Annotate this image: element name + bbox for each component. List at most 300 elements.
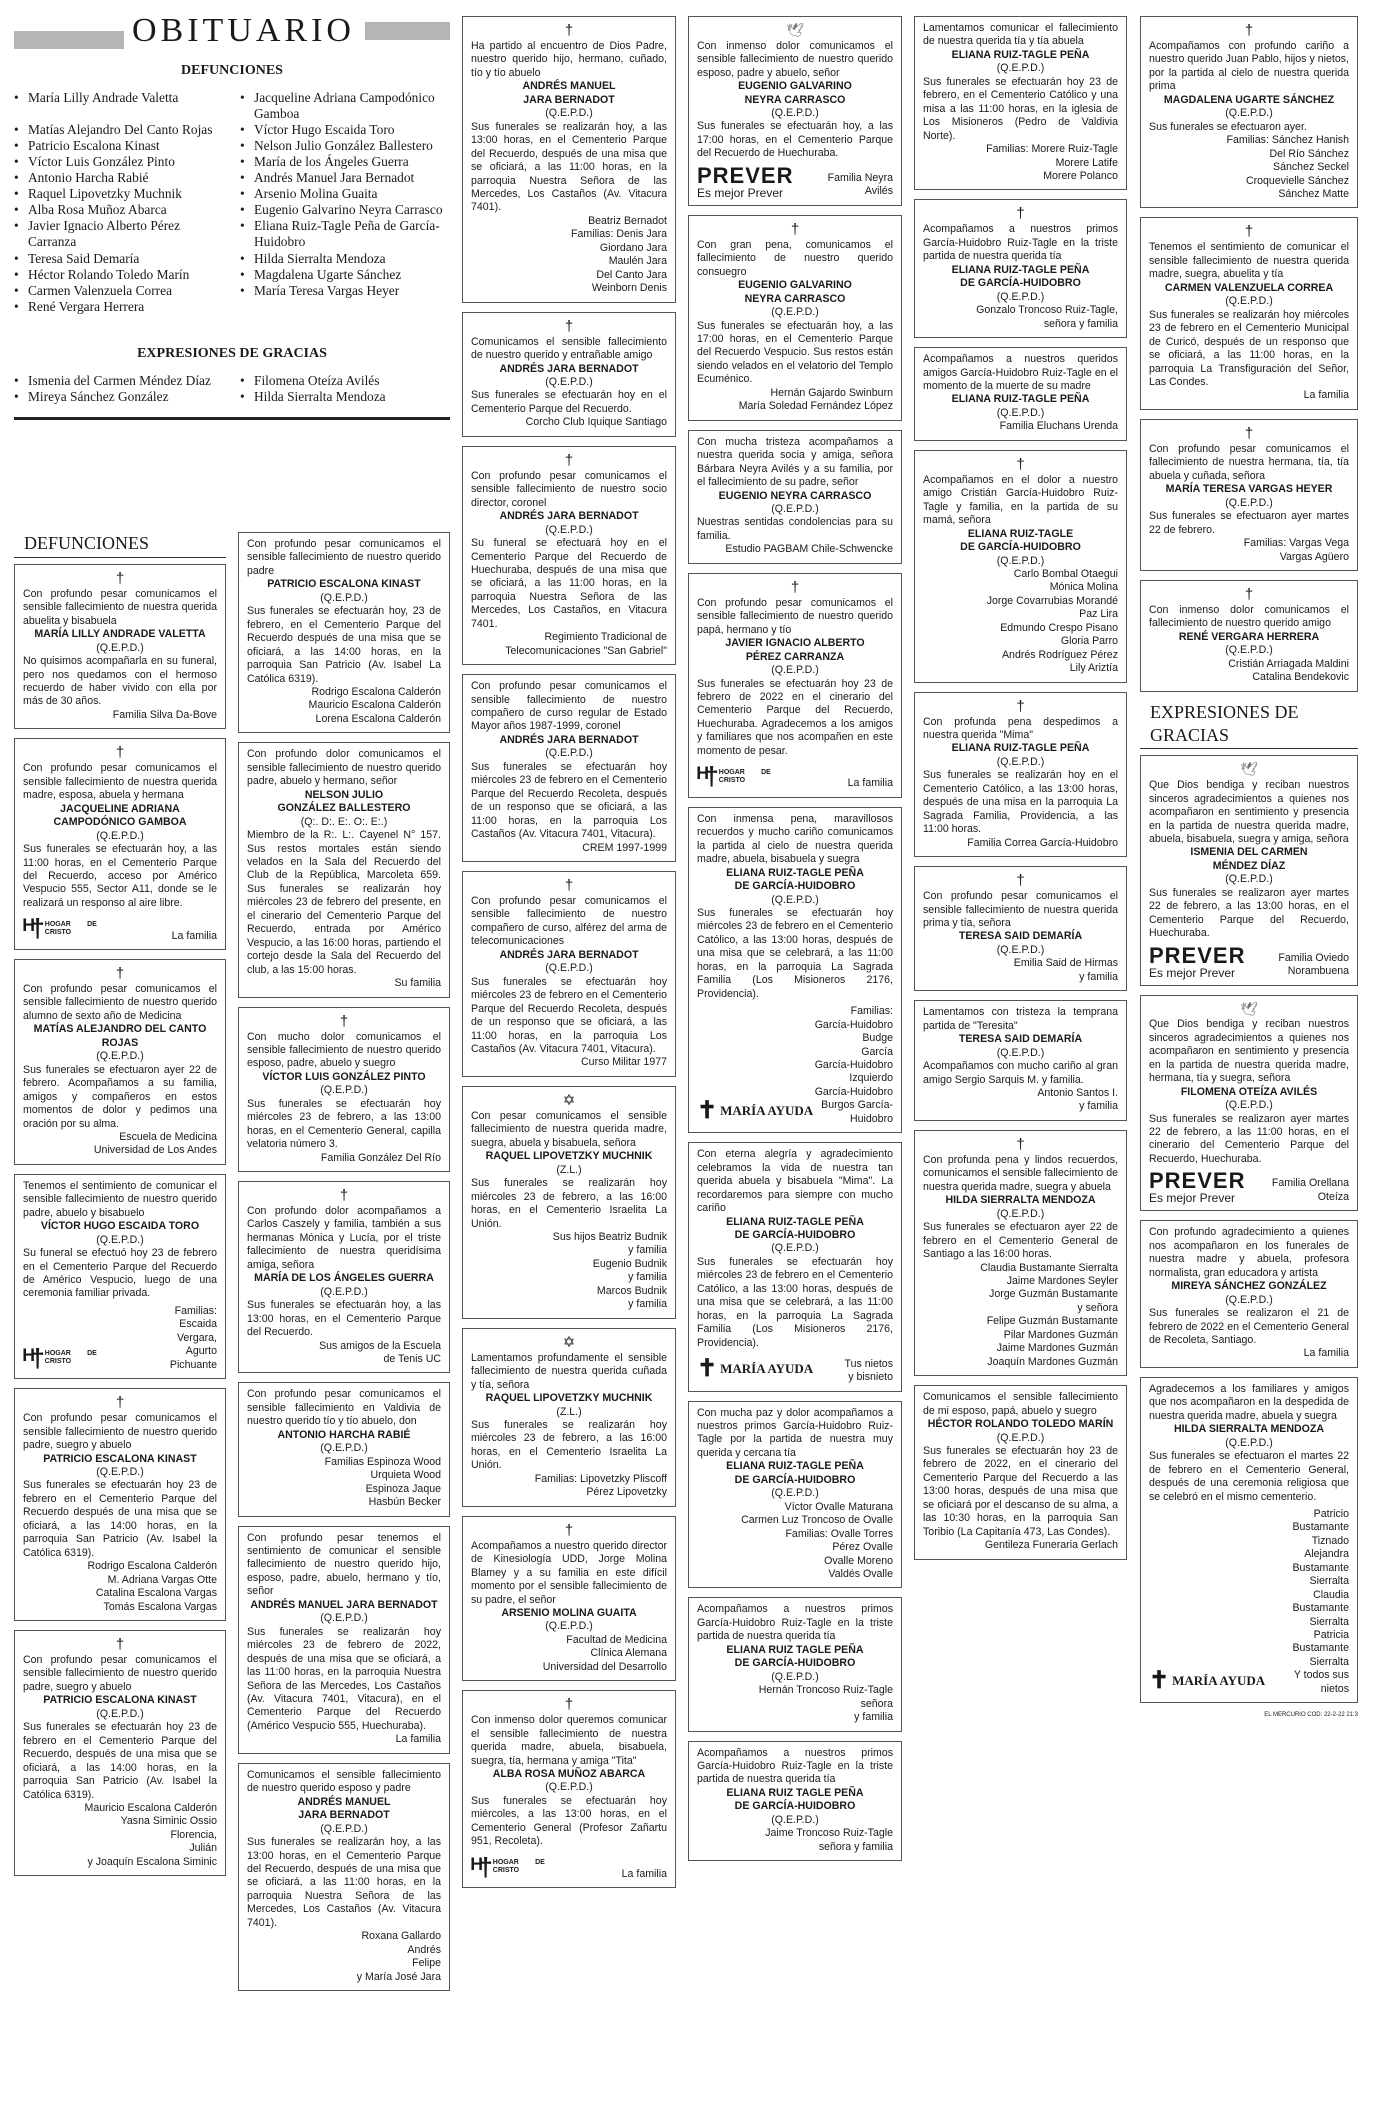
notice bbox=[688, 1597, 902, 1731]
signatures bbox=[697, 1684, 893, 1724]
signature-line: Jaime Mardones Guzmán bbox=[996, 1342, 1118, 1355]
deceased-name: ISMENIA DEL CARMEN bbox=[1190, 846, 1308, 859]
qepd-label: (Q.E.P.D.) bbox=[996, 290, 1045, 303]
signatures bbox=[247, 1930, 441, 1984]
signature-line: Julián bbox=[189, 1842, 217, 1855]
qepd-label: (Q.E.P.D.) bbox=[771, 107, 819, 120]
signature-line: Vergara, bbox=[176, 1331, 217, 1344]
index-gracias-item: • Filomena Oteíza Avilés bbox=[240, 373, 450, 389]
notice-intro: Tenemos el sentimiento de comunicar el sensible fallecimiento de nuestra querida madre, suegra, abuelita y tía bbox=[1149, 241, 1349, 281]
qepd-label: (Q.E.P.D.) bbox=[320, 1285, 368, 1298]
signature-line: Sánchez Seckel bbox=[1273, 161, 1349, 174]
notice bbox=[238, 1526, 450, 1754]
signatures bbox=[771, 777, 893, 790]
index-defunciones-item: • Raquel Lipovetzky Muchnik bbox=[14, 186, 224, 202]
deceased-name: ELIANA RUIZ-TAGLE PEÑA bbox=[726, 1460, 864, 1473]
cross-icon: † bbox=[790, 220, 800, 238]
notice-body: No quisimos acompañarla en su funeral, pero nos quedamos con el hermoso recuerdo de haber vivido con ella por más de 30 años. bbox=[23, 655, 217, 708]
signatures bbox=[247, 1340, 441, 1367]
signatures bbox=[1149, 658, 1349, 685]
qepd-label: (Q.E.P.D.) bbox=[320, 1612, 368, 1625]
hogar-de-cristo-mark: ᴴ† bbox=[471, 1851, 489, 1882]
deceased-name: JARA BERNADOT bbox=[298, 1809, 390, 1822]
signature-line: Agurto bbox=[185, 1345, 217, 1358]
notice-intro: Con profunda pena despedimos a nuestra querida "Mima" bbox=[923, 715, 1118, 742]
notice-intro: Con profundo pesar comunicamos el sensible fallecimiento de nuestra querida madre, esposa, abuela y hermana bbox=[23, 762, 217, 802]
notice-footer bbox=[471, 1853, 667, 1882]
signature-line: Gentileza Funeraria Gerlach bbox=[984, 1539, 1118, 1552]
notice-intro: Acompañamos a nuestros primos García-Huidobro Ruiz-Tagle en la triste partida de nuestra querida tía bbox=[923, 223, 1118, 263]
signature-line: Sus amigos de la Escuela bbox=[319, 1339, 441, 1352]
signature-line: Oteíza bbox=[1317, 1190, 1349, 1203]
index-defunciones-item: • María de los Ángeles Guerra bbox=[240, 154, 450, 170]
qepd-label: (Q.E.P.D.) bbox=[320, 1442, 368, 1455]
cross-icon: † bbox=[564, 1521, 574, 1539]
signature-line: Jaime Mardones Seyler bbox=[1006, 1274, 1118, 1287]
notice-intro: Acompañamos a nuestros queridos amigos García-Huidobro Ruiz-Tagle en el momento de la muerte de su madre bbox=[923, 353, 1118, 392]
column-4 bbox=[914, 16, 1127, 1569]
cross-icon: † bbox=[1244, 22, 1254, 39]
notice bbox=[914, 1130, 1127, 1376]
signature-line: Emilia Said de Hirmas bbox=[1013, 957, 1118, 970]
signature-line: y familia bbox=[628, 1298, 667, 1311]
qepd-label: (Q.E.P.D.) bbox=[1225, 295, 1273, 308]
deceased-name: MIREYA SÁNCHEZ GONZÁLEZ bbox=[1171, 1280, 1327, 1293]
qepd-label: (Q.E.P.D.) bbox=[96, 829, 144, 842]
notice-intro: Con pesar comunicamos el sensible fallecimiento de nuestra querida madre, suegra, abuela y bisabuela, señora bbox=[471, 1109, 667, 1149]
hogar-de-cristo-label: HOGAR DE CRISTO bbox=[44, 920, 97, 936]
signature-line: Espinoza Jaque bbox=[365, 1482, 441, 1495]
deceased-name: ALBA ROSA MUÑOZ ABARCA bbox=[492, 1768, 646, 1781]
notice bbox=[1140, 755, 1358, 985]
dove-icon: 🕊 bbox=[786, 22, 804, 38]
deceased-name: HILDA SIERRALTA MENDOZA bbox=[1173, 1423, 1325, 1436]
signatures bbox=[697, 1827, 893, 1854]
deceased-name: ANDRÉS JARA BERNADOT bbox=[499, 362, 639, 375]
notice bbox=[14, 1630, 226, 1876]
notice-body: Sus funerales se efectuarán hoy miércoles, a las 13:00 horas, en el Cementerio General (Profesor Zañartu 951, Recoleta). bbox=[471, 1794, 667, 1848]
index-defunciones-item: • Nelson Julio González Ballestero bbox=[240, 138, 450, 154]
signature-line: Joaquín Mardones Guzmán bbox=[987, 1355, 1118, 1368]
notice-body: Sus funerales se realizarán hoy en el Cementerio Católico, a las 13:00 horas, después de una misa en la parroquia La Sagrada Familia, Providencia, a las 11:00 horas. bbox=[923, 769, 1118, 836]
prever-logo: PREVER Es mejor Prever bbox=[1149, 1168, 1246, 1206]
deceased-name: MATÍAS ALEJANDRO DEL CANTO ROJAS bbox=[33, 1023, 207, 1049]
column-1 bbox=[14, 0, 450, 2000]
index-defunciones-item: • Alba Rosa Muñoz Abarca bbox=[14, 202, 224, 218]
signature-line: Antonio Santos I. bbox=[1037, 1087, 1118, 1099]
deceased-name: DE GARCÍA-HUIDOBRO bbox=[734, 880, 856, 893]
cross-icon: † bbox=[564, 317, 574, 335]
signature-line: Weinborn Denis bbox=[591, 282, 667, 295]
index-defunciones-item: • Jacqueline Adriana Campodónico Gamboa bbox=[240, 90, 450, 122]
deceased-name: ANDRÉS JARA BERNADOT bbox=[499, 510, 639, 523]
cross-icon: † bbox=[790, 578, 800, 596]
notice bbox=[462, 446, 676, 665]
index-defunciones-item: • Hilda Sierralta Mendoza bbox=[240, 251, 450, 267]
deceased-name: NEYRA CARRASCO bbox=[744, 292, 846, 305]
signature-line: Morere Latife bbox=[1055, 156, 1118, 169]
signature-line: Pichuante bbox=[169, 1358, 217, 1371]
signatures bbox=[247, 1152, 441, 1165]
signature-line: Patricia Bustamante Sierralta bbox=[1292, 1629, 1349, 1668]
signature-line: Catalina Bendekovic bbox=[1252, 671, 1349, 684]
qepd-label: (Q.E.P.D.) bbox=[996, 1046, 1045, 1059]
hogar-de-cristo-label: HOGAR DE CRISTO bbox=[492, 1859, 545, 1875]
hogar-de-cristo-logo bbox=[471, 1853, 545, 1882]
notice bbox=[914, 692, 1127, 858]
signatures bbox=[1149, 389, 1349, 402]
deceased-name: TERESA SAID DEMARÍA bbox=[958, 930, 1083, 943]
deceased-name: RAQUEL LIPOVETZKY MUCHNIK bbox=[485, 1392, 653, 1405]
signatures bbox=[97, 930, 217, 943]
title-bar-right bbox=[365, 22, 450, 40]
notice bbox=[462, 674, 676, 862]
notice bbox=[914, 1000, 1127, 1121]
signature-line: Jorge Guzmán Bustamante bbox=[989, 1288, 1118, 1301]
notice-intro: Ha partido al encuentro de Dios Padre, nuestro querido hijo, hermano, cuñado, tío y tío abuelo bbox=[471, 40, 667, 79]
signatures bbox=[923, 143, 1118, 183]
signatures bbox=[923, 568, 1118, 676]
notice-intro: Con profundo pesar comunicamos el sensible fallecimiento en Valdivia de nuestro querido tío y tío abuelo, don bbox=[247, 1388, 441, 1428]
notice bbox=[238, 1181, 450, 1373]
notice-intro: Comunicamos el sensible fallecimiento de mi esposo, papá, abuelo y suegro bbox=[923, 1391, 1118, 1417]
signature-line: Marcos Budnik bbox=[596, 1284, 667, 1297]
signature-line: señora y familia bbox=[818, 1840, 893, 1853]
notice-body: Sus funerales se realizaron ayer martes 22 de febrero, a las 13:00 horas, en el Cementerio Parque del Recuerdo, Huechuraba. bbox=[1149, 886, 1349, 940]
signature-line: Hasbún Becker bbox=[368, 1496, 441, 1509]
signature-line: Familias: Sánchez Hanish bbox=[1226, 134, 1349, 147]
notice-body: Sus funerales se efectuarán hoy 23 de febrero de 2022 en el cinerario del Cementerio Parque del Recuerdo, Huechuraba. Agradecemos a los amigos y familiares que nos acompañen en este momento de pesar. bbox=[697, 677, 893, 757]
obituary-index bbox=[14, 14, 450, 490]
signature-line: Familia Oviedo bbox=[1278, 951, 1349, 964]
signature-line: María Soledad Fernández López bbox=[738, 400, 893, 413]
section-heading-gracias: EXPRESIONES DE GRACIAS bbox=[1140, 701, 1358, 750]
index-defunciones-item: • Teresa Said Demaría bbox=[14, 251, 224, 267]
cross-icon: † bbox=[1016, 872, 1025, 890]
signatures bbox=[923, 1262, 1118, 1370]
qepd-label: (Q.E.P.D.) bbox=[545, 107, 593, 120]
signature-line: Escaida bbox=[179, 1318, 217, 1331]
notice-body: Sus funerales se efectuarán hoy miércoles 23 de febrero en el Cementerio Parque del Recuerdo Recoleta, después de un responso que se oficiará, a las 11:00 horas, en la parroquia Los Castaños (Av. Vitacura 7401, Vitacura). bbox=[471, 975, 667, 1055]
notice bbox=[688, 215, 902, 421]
signature-line: Familias: Lipovetzky Pliscoff bbox=[534, 1472, 667, 1485]
deceased-name: MÉNDEZ DÍAZ bbox=[1212, 859, 1286, 872]
signature-line: Vargas Agüero bbox=[1279, 550, 1349, 563]
notice bbox=[914, 866, 1127, 991]
deceased-name: PÉREZ CARRANZA bbox=[745, 650, 845, 663]
signature-line: Sus hijos Beatriz Budnik bbox=[552, 1230, 667, 1243]
signature-line: Mauricio Escalona Calderón bbox=[84, 1801, 217, 1814]
notice-intro: Con profunda pena y lindos recuerdos, comunicamos el sensible fallecimiento de nuestra querida madre, suegra y abuela bbox=[923, 1153, 1118, 1193]
signature-line: Claudia Bustamante Sierralta bbox=[1292, 1588, 1349, 1628]
signature-line: Roxana Gallardo bbox=[361, 1930, 441, 1943]
signature-line: Jaime Troncoso Ruiz-Tagle bbox=[765, 1827, 893, 1840]
star-of-david-icon: ✡ bbox=[562, 1091, 576, 1109]
signature-line: y María José Jara bbox=[356, 1970, 441, 1983]
deceased-name: ELIANA RUIZ-TAGLE PEÑA bbox=[726, 1215, 864, 1228]
maria-ayuda-label: MARÍA AYUDA bbox=[720, 1361, 814, 1377]
qepd-label: (Q.E.P.D.) bbox=[1225, 1436, 1273, 1449]
signature-line: señora bbox=[860, 1697, 893, 1710]
notice-footer bbox=[23, 1305, 217, 1372]
signature-line: Del Canto Jara bbox=[596, 268, 667, 281]
signature-line: Familia Correa García-Huidobro bbox=[967, 836, 1118, 849]
cross-icon: † bbox=[1016, 455, 1025, 473]
deceased-name: DE GARCÍA-HUIDOBRO bbox=[960, 541, 1081, 554]
signature-line: de Tenis UC bbox=[383, 1353, 441, 1366]
signature-line: Su familia bbox=[394, 977, 441, 990]
cross-icon: † bbox=[1244, 223, 1254, 241]
signature-line: Familia Silva Da-Bove bbox=[112, 708, 217, 721]
notice-footer bbox=[697, 1005, 893, 1126]
notice-intro: Con profundo pesar tenemos el sentimiento de comunicar el sensible fallecimiento de nuestro querido hijo, esposo, padre, abuelo, hermano y tío, señor bbox=[247, 1531, 441, 1598]
qepd-label: (Q.E.P.D.) bbox=[1225, 873, 1273, 886]
signatures bbox=[247, 1733, 441, 1746]
notice-intro: Con profundo pesar comunicamos el sensible fallecimiento de nuestra querida abuelita y bisabuela bbox=[23, 587, 217, 627]
notice bbox=[462, 312, 676, 437]
signature-line: Valdés Ovalle bbox=[828, 1567, 893, 1580]
qepd-label: (Z.L.) bbox=[556, 1405, 582, 1418]
maria-ayuda-logo bbox=[697, 1354, 813, 1384]
notice-intro: Lamentamos profundamente el sensible fallecimiento de nuestra querida cuñada y tía, señora bbox=[471, 1351, 667, 1391]
notice-body: Sus funerales se efectuarán hoy 23 de febrero en el Cementerio Parque del Recuerdo, después de una misa que se oficiará, a las 14:00 horas, en la parroquia San Patricio (Av. Isabel la Católica 6319). bbox=[23, 1721, 217, 1801]
notice-intro: Comunicamos el sensible fallecimiento de nuestro querido y entrañable amigo bbox=[471, 335, 667, 362]
deceased-name: ELIANA RUIZ-TAGLE PEÑA bbox=[951, 263, 1090, 276]
notice-footer bbox=[1149, 942, 1349, 980]
signature-line: Familias Espinoza Wood bbox=[324, 1455, 441, 1468]
notice bbox=[1140, 580, 1358, 692]
page-title: OBITUARIO bbox=[132, 12, 355, 49]
notice-intro: Con profundo dolor acompañamos a Carlos Caszely y familia, también a sus hermanas Mónica y Lucía, por el triste fallecimiento de nuestra queridísima amiga, señora bbox=[247, 1205, 441, 1271]
notice-body: Miembro de la R:. L:. Cayenel N° 157. Sus restos mortales están siendo velados en la Sala del Recuerdo del Club de la República, Marcoleta 659. Sus funerales se realizarán hoy miércoles 23 de febrero del presente, en el cinerario del Cementerio Parque del Recuerdo, entrada por Américo Vespucio, a las 16:00 horas, partiendo el cortejo desde la Sala del Recuerdo del club, a las 15:00 horas. bbox=[247, 829, 441, 976]
notice-intro: Con eterna alegría y agradecimiento celebramos la vida de nuestra tan querida abuela y bisabuela "Mima". La recordaremos para siempre con mucho cariño bbox=[697, 1148, 893, 1215]
signature-line: Tomás Escalona Vargas bbox=[103, 1600, 217, 1613]
signature-line: Cristián Arriagada Maldini bbox=[1228, 657, 1349, 670]
hogar-de-cristo-logo bbox=[23, 914, 97, 943]
signature-line: Bustamante bbox=[1292, 1521, 1349, 1534]
notice-intro: Con inmensa pena, maravillosos recuerdos y mucho cariño comunicamos la partida al cielo de nuestra querida madre, abuela, bisabuela y suegra bbox=[697, 812, 893, 866]
qepd-label: (Q.E.P.D.) bbox=[771, 893, 819, 906]
hogar-de-cristo-mark: ᴴ† bbox=[23, 913, 41, 944]
signature-line: Patricio bbox=[1313, 1507, 1349, 1520]
notice bbox=[462, 1086, 676, 1319]
notice-body: Sus funerales se efectuarán hoy 23 de febrero, en el Cementerio Católico y una misa a las 11:00 horas, en la iglesia de Los Misioneros (Pedro de Valdivia Norte). bbox=[923, 75, 1118, 142]
notice bbox=[688, 807, 902, 1133]
signature-line: Croquevielle Sánchez bbox=[1245, 174, 1349, 187]
deceased-name: ARSENIO MOLINA GUAITA bbox=[501, 1606, 637, 1619]
notice-intro: Agradecemos a los familiares y amigos que nos acompañaron en la despedida de nuestra querida madre, abuela y suegra bbox=[1149, 1382, 1349, 1422]
signatures bbox=[697, 543, 893, 556]
notice bbox=[1140, 419, 1358, 571]
qepd-label: (Q.E.P.D.) bbox=[771, 503, 819, 515]
maria-ayuda-mark: ✝ bbox=[1149, 1667, 1170, 1694]
dove-icon: 🕊 bbox=[1240, 761, 1258, 778]
signature-line: La familia bbox=[1303, 389, 1349, 402]
hogar-de-cristo-label: HOGAR DE CRISTO bbox=[44, 1350, 97, 1365]
signature-line: CREM 1997-1999 bbox=[582, 841, 667, 854]
notice bbox=[914, 1385, 1127, 1559]
cross-icon: † bbox=[115, 569, 125, 587]
signatures bbox=[813, 1358, 893, 1385]
signatures bbox=[1149, 1347, 1349, 1360]
notice-intro: Con profundo pesar comunicamos el sensible fallecimiento de nuestro querido padre, suegro y abuelo bbox=[23, 1412, 217, 1452]
signature-line: Bustamante Sierralta bbox=[1292, 1561, 1349, 1588]
notice-body: Sus funerales se efectuaron el martes 22 de febrero en el Cementerio General, después de una ceremonia religiosa que se celebró en el mismo cementerio. bbox=[1149, 1450, 1349, 1503]
deceased-name: ANDRÉS JARA BERNADOT bbox=[499, 733, 639, 746]
notice-intro: Acompañamos a nuestros primos García-Huidobro Ruiz-Tagle en la triste partida de nuestra querida tía bbox=[697, 1746, 893, 1786]
signature-line: Urquieta Wood bbox=[370, 1469, 441, 1482]
qepd-label: (Q.E.P.D.) bbox=[1225, 1099, 1273, 1112]
deceased-name: DE GARCÍA-HUIDOBRO bbox=[734, 1473, 856, 1486]
column-1a bbox=[14, 532, 226, 2000]
qepd-label: (Q.E.P.D.) bbox=[96, 1233, 144, 1246]
signature-line: y bisnieto bbox=[848, 1371, 893, 1384]
deceased-name: ANDRÉS MANUEL JARA BERNADOT bbox=[250, 1598, 438, 1611]
deceased-name: ELIANA RUIZ-TAGLE PEÑA bbox=[951, 393, 1090, 406]
signature-line: señora y familia bbox=[1043, 317, 1118, 330]
signature-line: Clínica Alemana bbox=[590, 1647, 667, 1660]
qepd-label: (Q.E.P.D.) bbox=[96, 1050, 144, 1063]
column-5 bbox=[1140, 16, 1358, 1720]
signature-line: Morere Polanco bbox=[1043, 169, 1118, 182]
signature-line: La familia bbox=[171, 929, 217, 942]
signatures bbox=[1149, 134, 1349, 201]
notice-body: Nuestras sentidas condolencias para su familia. bbox=[697, 516, 893, 542]
notice-intro: Que Dios bendiga y reciban nuestros sinceros agradecimientos a quienes nos acompañaron en sentimiento y presencia en la partida de nuestra querida madre, abuela, bisabuela, suegra y amiga, señora bbox=[1149, 779, 1349, 845]
qepd-label: (Q.E.P.D.) bbox=[320, 591, 368, 604]
deceased-name: ANDRÉS MANUEL bbox=[297, 1795, 391, 1808]
qepd-label: (Q.E.P.D.) bbox=[320, 1822, 368, 1835]
signatures bbox=[471, 1231, 667, 1312]
deceased-name: NELSON JULIO bbox=[304, 788, 384, 801]
notice-intro: Con profundo agradecimiento a quienes nos acompañaron en los funerales de nuestra madre y abuela, profesora normalista, gran educadora y artista bbox=[1149, 1226, 1349, 1279]
signature-line: y familia bbox=[1079, 970, 1118, 983]
notice bbox=[14, 1174, 226, 1379]
cross-icon: † bbox=[1244, 585, 1254, 603]
page-footer-code: EL MERCURIO COD: 22-2-22 21:3 bbox=[1264, 1712, 1358, 1719]
deceased-name: TERESA SAID DEMARÍA bbox=[958, 1033, 1083, 1046]
notice bbox=[1140, 1377, 1358, 1703]
notice-intro: Con inmenso dolor queremos comunicar el sensible fallecimiento de nuestra querida madre, abuela, bisabuela, suegra, tía, hermana y amiga "Tita" bbox=[471, 1714, 667, 1767]
hogar-de-cristo-mark: ᴴ† bbox=[697, 761, 715, 792]
notice-intro: Con profundo dolor comunicamos el sensible fallecimiento de nuestro querido padre, abuelo y hermano, señor bbox=[247, 748, 441, 788]
signature-line: Carlo Bombal Otaegui bbox=[1013, 567, 1118, 580]
signature-line: Edmundo Crespo Pisano bbox=[1000, 621, 1118, 634]
signature-line: Giordano Jara bbox=[599, 241, 667, 254]
qepd-label: (Q.E.P.D.) bbox=[545, 523, 593, 536]
signatures bbox=[23, 1131, 217, 1158]
signatures bbox=[471, 631, 667, 658]
deceased-name: ELIANA RUIZ-TAGLE bbox=[967, 527, 1074, 540]
deceased-name: EUGENIO GALVARINO bbox=[738, 279, 852, 292]
signature-line: Avilés bbox=[864, 185, 893, 198]
signature-line: Universidad del Desarrollo bbox=[542, 1660, 667, 1673]
cross-icon: † bbox=[115, 1394, 125, 1412]
signature-line: Familias: Morere Ruiz-Tagle bbox=[986, 143, 1118, 156]
signature-line: Familia Eluchans Urenda bbox=[999, 420, 1118, 433]
maria-ayuda-mark: ✝ bbox=[697, 1356, 718, 1383]
signatures bbox=[471, 215, 667, 296]
signature-line: Eugenio Budnik bbox=[592, 1257, 667, 1270]
signature-line: Familia Neyra bbox=[827, 171, 893, 184]
signature-line: Burgos García-Huidobro bbox=[821, 1099, 893, 1125]
signature-line: Familia González Del Río bbox=[320, 1151, 441, 1164]
notice-intro: Comunicamos el sensible fallecimiento de nuestro querido esposo y padre bbox=[247, 1768, 441, 1795]
notice bbox=[1140, 16, 1358, 208]
index-defunciones-item: • María Teresa Vargas Heyer bbox=[240, 283, 450, 299]
signature-line: Florencia, bbox=[170, 1828, 217, 1841]
signatures bbox=[697, 1501, 893, 1582]
signature-line: Gonzalo Troncoso Ruiz-Tagle, bbox=[976, 304, 1118, 317]
signature-line: Maulén Jara bbox=[608, 255, 667, 268]
index-defunciones-item: • Víctor Luis González Pinto bbox=[14, 154, 224, 170]
deceased-name: DE GARCÍA-HUIDOBRO bbox=[960, 277, 1081, 290]
index-defunciones-list bbox=[14, 90, 450, 315]
notice bbox=[1140, 217, 1358, 409]
notice-intro: Con profundo pesar comunicamos el sensible fallecimiento de nuestro querido padre, suegro y abuelo bbox=[23, 1654, 217, 1693]
notice-body: Sus funerales se efectuaron ayer 22 de febrero. Acompañamos a su familia, amigos y compañeros en estos momentos de dolor y pedimos una oración por su alma. bbox=[23, 1063, 217, 1130]
qepd-label: (Q.E.P.D.) bbox=[996, 62, 1045, 75]
signatures bbox=[247, 686, 441, 726]
maria-ayuda-label: MARÍA AYUDA bbox=[720, 1102, 814, 1118]
qepd-label: (Q.E.P.D.) bbox=[545, 375, 593, 388]
cross-icon: † bbox=[1016, 697, 1025, 715]
signature-line: Pérez Lipovetzky bbox=[586, 1486, 667, 1499]
notice-intro: Acompañamos con profundo cariño a nuestro querido Juan Pablo, hijos y nietos, por la partida al cielo de nuestra querida prima bbox=[1149, 40, 1349, 93]
notice-body: Sus funerales se efectuarán hoy, a las 11:00 horas, en el Cementerio Parque del Recuerdo, acceso por Américo Vespucio 555, Sector A11, donde se le realizará un responso al aire libre. bbox=[23, 843, 217, 909]
deceased-name: DE GARCÍA-HUIDOBRO bbox=[734, 1657, 856, 1670]
index-defunciones-title: DEFUNCIONES bbox=[181, 63, 283, 78]
qepd-label: (Q.E.P.D.) bbox=[1225, 644, 1273, 657]
index-gracias-item: • Ismenia del Carmen Méndez Díaz bbox=[14, 373, 224, 389]
deceased-name: VÍCTOR HUGO ESCAIDA TORO bbox=[40, 1220, 200, 1233]
notice-intro: Con gran pena, comunicamos el fallecimiento de nuestro querido consuegro bbox=[697, 238, 893, 278]
signature-line: Beatriz Bernadot bbox=[588, 214, 667, 227]
notice-body: Sus funerales se realizarán hoy, a las 13:00 horas, en el Cementerio Parque del Recuerdo, después de una misa que se oficiará, a las 11:00 horas, en la parroquia Nuestra Señora de las Mercedes, Los Castaños (Av. Vitacura 7401). bbox=[471, 120, 667, 214]
index-gracias-list bbox=[14, 373, 450, 405]
index-gracias-title: EXPRESIONES DE GRACIAS bbox=[137, 345, 327, 361]
notice-intro: Acompañamos en el dolor a nuestro amigo Cristián García-Huidobro Ruiz-Tagle y familia, en la partida de su mamá, señora bbox=[923, 473, 1118, 527]
signature-line: Andrés bbox=[407, 1943, 441, 1956]
signature-line: La familia bbox=[395, 1733, 441, 1746]
notice-intro: Con mucho dolor comunicamos el sensible fallecimiento de nuestro querido esposo, padre, abuelo y suegro bbox=[247, 1030, 441, 1070]
notice-body: Sus funerales se realizarán hoy miércoles 23 de febrero, a las 16:00 horas, en el Cementerio Israelita La Unión. bbox=[471, 1418, 667, 1472]
signatures bbox=[923, 1087, 1118, 1114]
signature-line: Universidad de Los Andes bbox=[93, 1144, 217, 1157]
qepd-label: (Q.E.P.D.) bbox=[771, 306, 819, 319]
qepd-label: (Q.E.P.D.) bbox=[545, 1781, 593, 1794]
signature-line: Familias: bbox=[850, 1005, 893, 1018]
notice-body: Sus funerales se realizarán hoy miércoles 23 de febrero de 2022, después de una misa que se oficiará, a las 11:00 horas, en la parroquia Nuestra Señora de las Mercedes, Los Castaños (Av. Vitacura 7401, Vitacura), en el Cementerio Parque del Recuerdo (Américo Vespucio 555, Huechuraba). bbox=[247, 1625, 441, 1732]
prever-tagline: Es mejor Prever bbox=[1149, 965, 1236, 980]
index-defunciones-item: • Carmen Valenzuela Correa bbox=[14, 283, 224, 299]
deceased-name: DE GARCÍA-HUIDOBRO bbox=[734, 1800, 856, 1813]
signatures bbox=[545, 1868, 667, 1881]
notice bbox=[14, 1388, 226, 1621]
signature-line: Familias: Denis Jara bbox=[571, 228, 667, 241]
notice-intro: Con profundo pesar comunicamos el sensible fallecimiento de nuestra querida prima y tía, señora bbox=[923, 890, 1118, 930]
signature-line: García bbox=[861, 1045, 893, 1058]
signature-line: Lorena Escalona Calderón bbox=[315, 712, 441, 725]
signature-line: García-Huidobro bbox=[814, 1018, 893, 1031]
signature-line: Norambuena bbox=[1287, 965, 1349, 978]
qepd-label: (Q.E.P.D.) bbox=[996, 1207, 1045, 1220]
qepd-label: (Q:. D:. E:. O:. E:.) bbox=[300, 815, 388, 828]
deceased-name: MARÍA LILLY ANDRADE VALETTA bbox=[34, 628, 206, 641]
qepd-label: (Q.E.P.D.) bbox=[996, 554, 1045, 567]
index-defunciones-item: • Eugenio Galvarino Neyra Carrasco bbox=[240, 202, 450, 218]
signature-line: La familia bbox=[621, 1867, 667, 1880]
